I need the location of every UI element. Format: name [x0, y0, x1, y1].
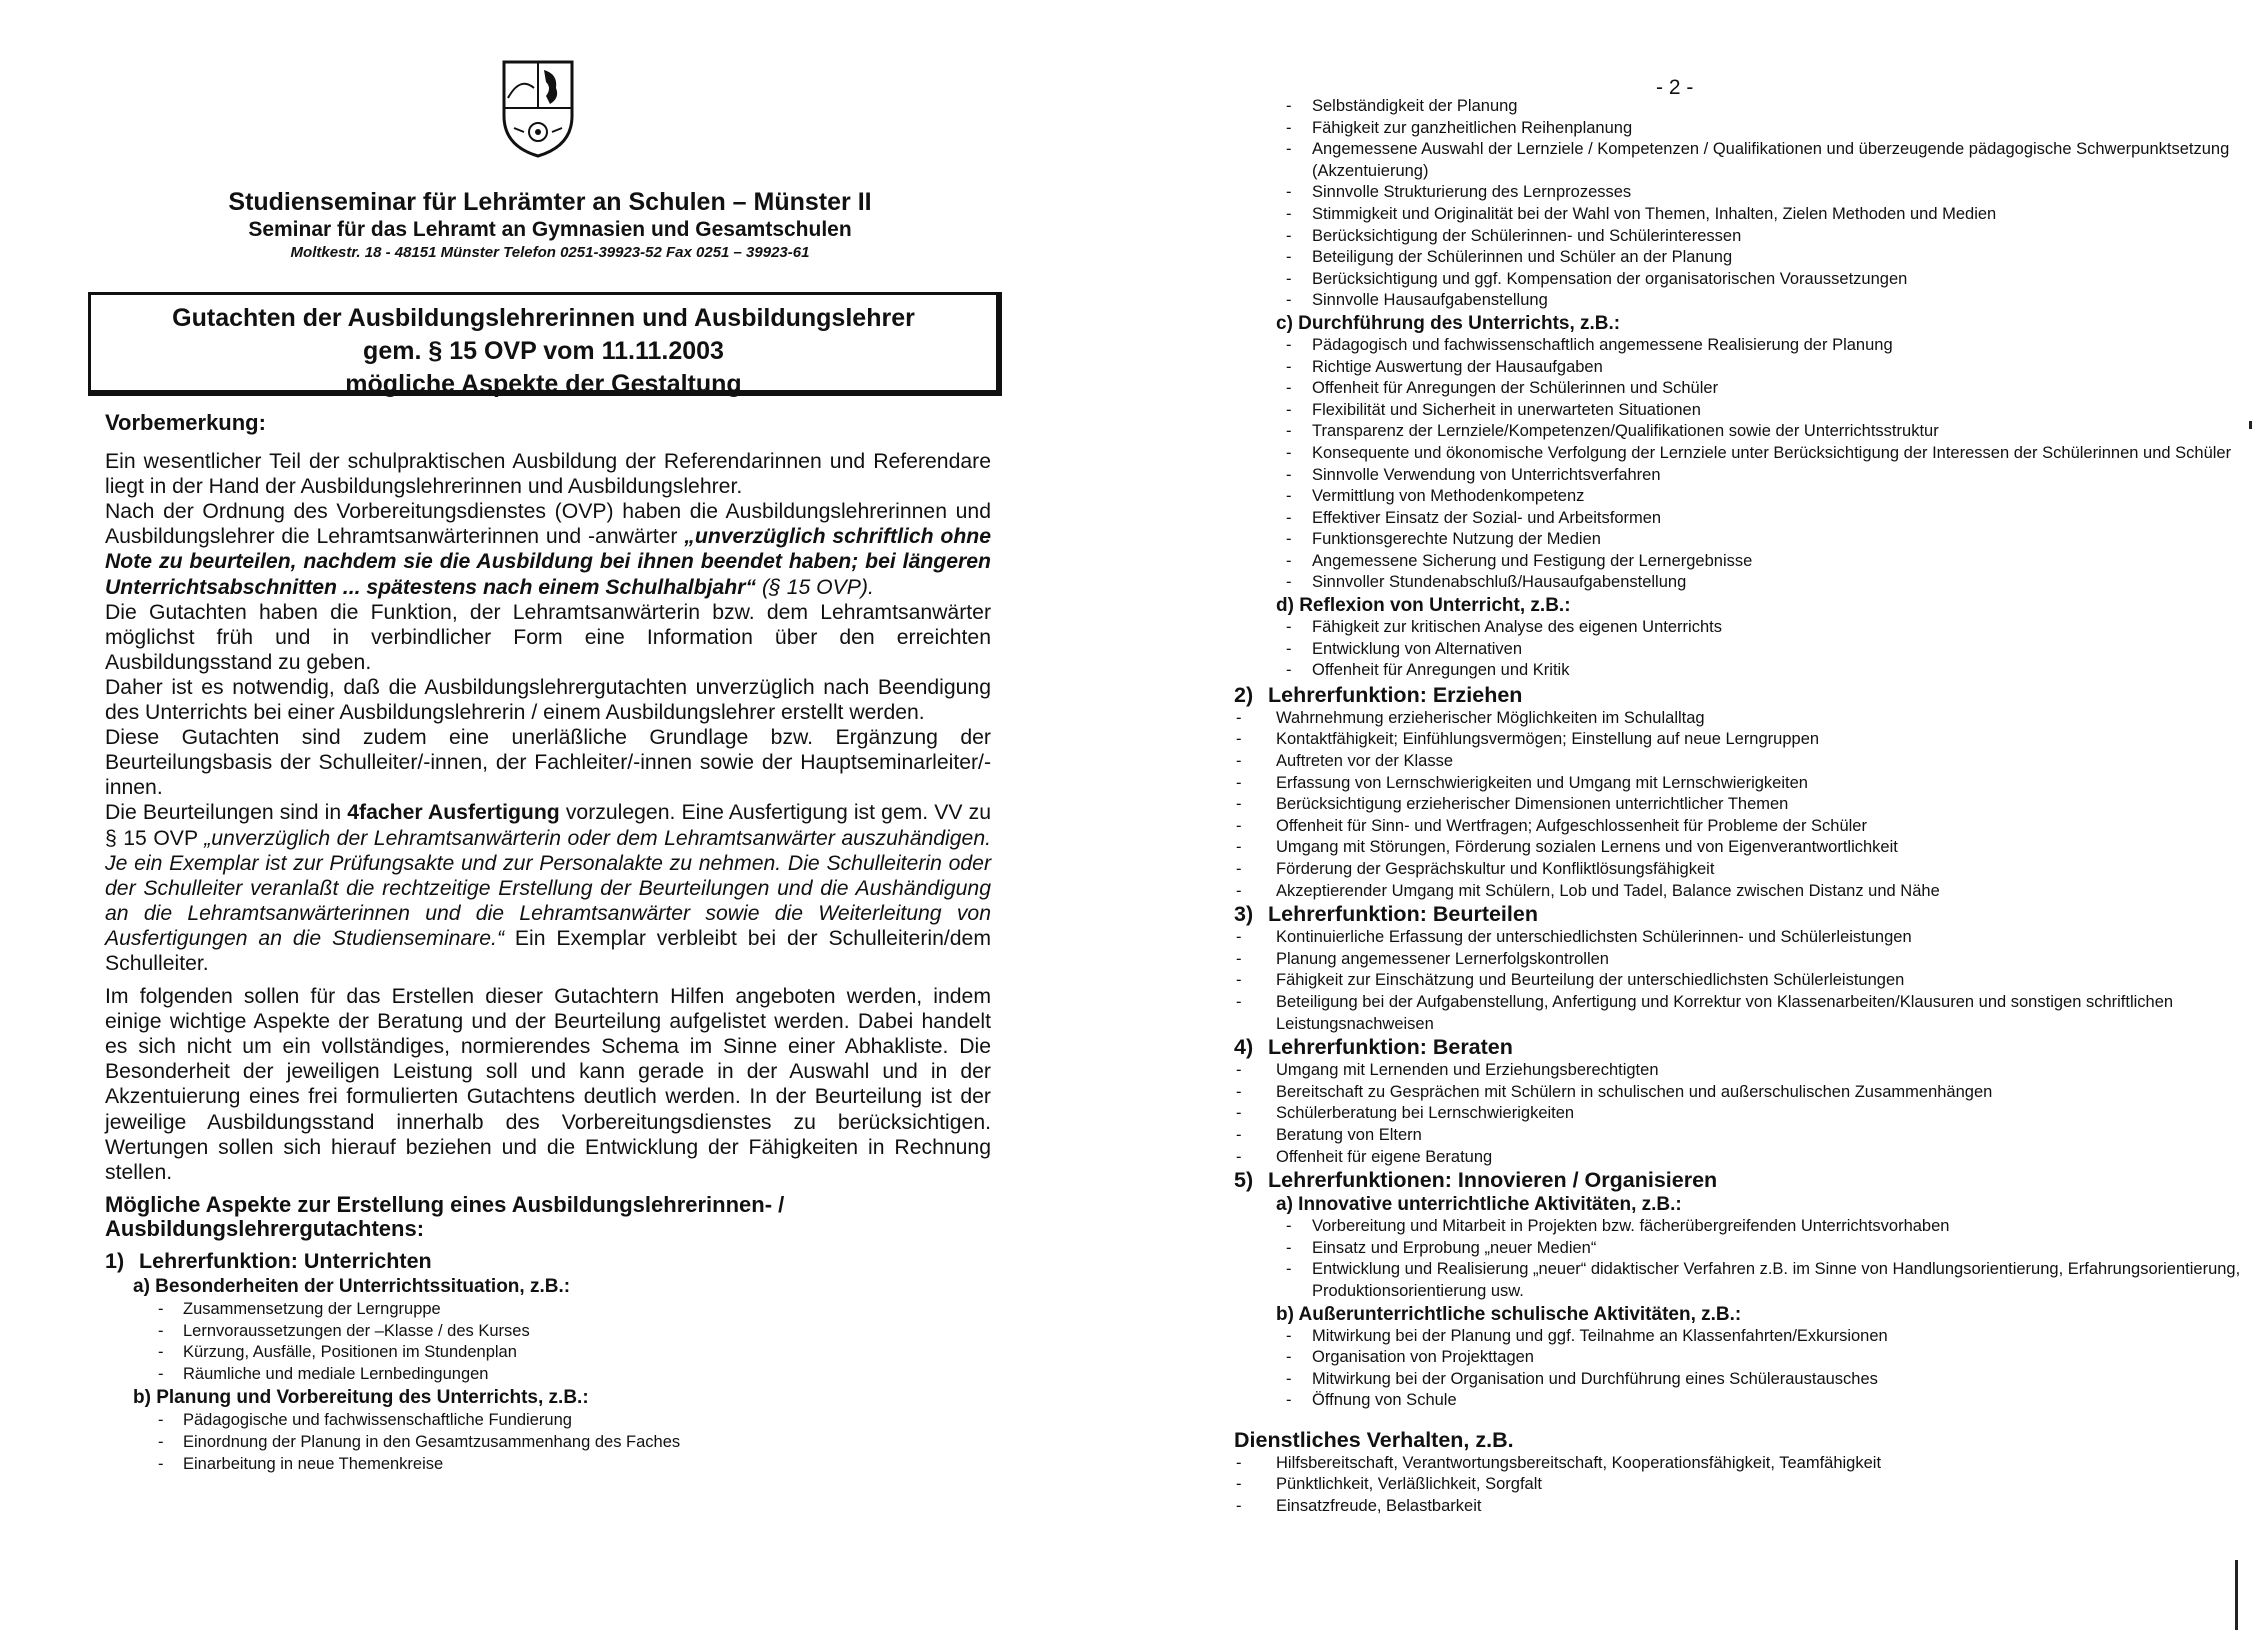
section-2-list: [1234, 708, 2246, 902]
section-1a-heading: a) Besonderheiten der Unterrichtssituation, z.B.:: [133, 1275, 571, 1297]
list-item: - Erfassung von Lernschwierigkeiten und Umgang mit Lernschwierigkeiten: [1276, 773, 2246, 795]
list-item: - Transparenz der Lernziele/Kompetenzen/Qualifikationen sowie der Unterrichtsstruktur: [1312, 421, 2246, 443]
list-item: - Fähigkeit zur Einschätzung und Beurteilung der unterschiedlichsten Schülerleistungen: [1276, 970, 2246, 992]
vv-quote: „unverzüglich der Lehramtsanwärterin oder dem Lehramtsanwärter auszuhändigen. Je ein Exemplar ist zur Prüfungsakte und zur Personalakte zu nehmen. Die Schulleiterin oder der Schulleiter veranlaßt die rechtzeitige Erstellung der Beurteilungen und die Aushändigung an die Lehramtsanwärterinnen und die Lehramtsanwärter sowie die Weiterleitung von Ausfertigungen an die Studienseminare.“: [105, 826, 991, 950]
paragraph-6-text: Die Beurteilungen sind in: [105, 801, 348, 825]
paragraph-6-text-2: vorzulegen. Eine Ausfertigung ist gem. VV zu § 15 OVP: [105, 801, 992, 850]
section-1d-heading: d) Reflexion von Unterricht, z.B.:: [1276, 595, 1571, 617]
dienstliches-verhalten-heading: Dienstliches Verhalten, z.B.: [1234, 1427, 1514, 1452]
list-item: - Berücksichtigung der Schülerinnen- und Schülerinteressen: [1312, 226, 2246, 248]
list-item: - Mitwirkung bei der Planung und ggf. Teilnahme an Klassenfahrten/Exkursionen: [1312, 1326, 2246, 1348]
list-item: - Vermittlung von Methodenkompetenz: [1312, 486, 2246, 508]
list-item: - Förderung der Gesprächskultur und Konfliktlösungsfähigkeit: [1276, 859, 2246, 881]
section-title: Lehrerfunktion: Beurteilen: [1268, 902, 1538, 927]
list-item: - Entwicklung von Alternativen: [1312, 639, 2246, 661]
list-item: - Sinnvoller Stundenabschluß/Hausaufgabenstellung: [1312, 572, 2246, 594]
list-item: - Beteiligung der Schülerinnen und Schüler an der Planung: [1312, 247, 2246, 269]
section-title: Lehrerfunktion: Erziehen: [1268, 682, 1523, 707]
list-item: - Mitwirkung bei der Organisation und Durchführung eines Schüleraustausches: [1312, 1369, 2246, 1391]
list-item: - Offenheit für eigene Beratung: [1276, 1147, 2246, 1169]
section-1c-heading: c) Durchführung des Unterrichts, z.B.:: [1276, 312, 1621, 334]
list-item: - Sinnvolle Strukturierung des Lernprozesses: [1312, 182, 2246, 204]
dienstliches-verhalten-list: [1234, 1453, 2246, 1518]
section-title: Lehrerfunktion: Beraten: [1268, 1035, 1513, 1060]
section-number: 5): [1234, 1168, 1254, 1193]
paragraph-6: [105, 800, 991, 976]
list-item: - Einarbeitung in neue Themenkreise: [165, 1454, 991, 1476]
list-item: - Kürzung, Ausfälle, Positionen im Stundenplan: [165, 1342, 991, 1364]
section-4-list: [1234, 1060, 2246, 1168]
list-item: - Umgang mit Lernenden und Erziehungsberechtigten: [1276, 1060, 2246, 1082]
paragraph-2: [105, 499, 991, 599]
address-line: Moltkestr. 18 - 48151 Münster Telefon 0251-39923-52 Fax 0251 – 39923-61: [290, 244, 810, 261]
list-item: - Auftreten vor der Klasse: [1276, 751, 2246, 773]
right-body: [1234, 96, 2246, 1518]
list-item: - Akzeptierender Umgang mit Schülern, Lob und Tadel, Balance zwischen Distanz und Nähe: [1276, 881, 2246, 903]
list-item: - Einsatz und Erprobung „neuer Medien“: [1312, 1238, 2246, 1260]
list-item: - Konsequente und ökonomische Verfolgung der Lernziele unter Berücksichtigung der Interessen der Schülerinnen und Schüler: [1312, 443, 2246, 465]
list-item: - Kontinuierliche Erfassung der unterschiedlichsten Schülerinnen- und Schülerleistungen: [1276, 927, 2246, 949]
list-item: - Angemessene Sicherung und Festigung der Lernergebnisse: [1312, 551, 2246, 573]
list-item: - Umgang mit Störungen, Förderung sozialen Lernens und von Eigenverantwortlichkeit: [1276, 837, 2246, 859]
list-item: - Einordnung der Planung in den Gesamtzusammenhang des Faches: [165, 1432, 991, 1454]
title-line-1: Gutachten der Ausbildungslehrerinnen und Ausbildungslehrer: [172, 304, 915, 332]
list-item: - Zusammensetzung der Lerngruppe: [165, 1299, 991, 1321]
right-page: [1128, 0, 2256, 1632]
page-number: - 2 -: [1656, 76, 1694, 99]
list-item: - Hilfsbereitschaft, Verantwortungsbereitschaft, Kooperationsfähigkeit, Teamfähigkeit: [1276, 1453, 2246, 1475]
title-line-2: gem. § 15 OVP vom 11.11.2003: [363, 337, 724, 365]
list-item: - Sinnvolle Hausaufgabenstellung: [1312, 290, 2246, 312]
list-item: - Pädagogisch und fachwissenschaftlich angemessene Realisierung der Planung: [1312, 335, 2246, 357]
ovp-quote: „unverzüglich schriftlich ohne Note zu beurteilen, nachdem sie die Ausbildung bei ihnen beendet haben; bei längeren Unterrichtsabschnitten ... spätestens nach einem Schulhalbjahr“: [105, 525, 991, 599]
list-item: - Beteiligung bei der Aufgabenstellung, Anfertigung und Korrektur von Klassenarbeiten/Klausuren und sonstigen schriftlichen Leistungsnachweisen: [1276, 992, 2246, 1035]
list-item: - Organisation von Projekttagen: [1312, 1347, 2246, 1369]
fourfold-copy: 4facher Ausfertigung: [347, 801, 560, 825]
list-item: - Richtige Auswertung der Hausaufgaben: [1312, 357, 2246, 379]
section-1c-list: [1234, 335, 2246, 594]
list-item: - Vorbereitung und Mitarbeit in Projekten bzw. fächerübergreifenden Unterrichtsvorhaben: [1312, 1216, 2246, 1238]
paragraph-1: Ein wesentlicher Teil der schulpraktischen Ausbildung der Referendarinnen und Referendare liegt in der Hand der Ausbildungslehrerinnen und Ausbildungslehrer.: [105, 450, 991, 499]
document-title-box: [88, 292, 1002, 396]
section-1b-continued-list: [1234, 96, 2246, 312]
section-2-heading: [1234, 683, 2246, 708]
title-line-3: mögliche Aspekte der Gestaltung: [345, 370, 742, 398]
institution-name: Studienseminar für Lehrämter an Schulen – Münster II: [228, 188, 872, 216]
list-item: - Pädagogische und fachwissenschaftliche Fundierung: [165, 1410, 991, 1432]
list-item: - Angemessene Auswahl der Lernziele / Kompetenzen / Qualifikationen und überzeugende pädagogische Schwerpunktsetzung (Akzentuierung): [1312, 139, 2246, 182]
list-item: - Berücksichtigung und ggf. Kompensation der organisatorischen Voraussetzungen: [1312, 269, 2246, 291]
list-item: - Öffnung von Schule: [1312, 1390, 2246, 1412]
list-item: - Sinnvolle Verwendung von Unterrichtsverfahren: [1312, 465, 2246, 487]
paragraph-7: Im folgenden sollen für das Erstellen dieser Gutachtern Hilfen angeboten werden, indem einige wichtige Aspekte der Beratung und der Beurteilung aufgelistet werden. Dabei handelt es sich nicht um ein vollständiges, normierendes Schema im Sinne einer Abhakliste. Die Besonderheit der jeweiligen Leistung soll und kann gerade in der Auswahl und in der Akzentuierung eines frei formulierten Gutachtens deutlich werden. In der Beurteilung ist der jeweilige Ausbildungsstand innerhalb des Vorbereitungsdienstes zu berücksichtigen. Wertungen sollen sich hierauf beziehen und die Entwicklung der Fähigkeiten in Rechnung stellen.: [105, 985, 991, 1184]
paragraph-5: Diese Gutachten sind zudem eine unerläßliche Grundlage bzw. Ergänzung der Beurteilungsbasis der Schulleiter/-innen, der Fachleiter/-innen sowie der Hauptseminarleiter/-innen.: [105, 726, 991, 800]
list-item: - Flexibilität und Sicherheit in unerwarteten Situationen: [1312, 400, 2246, 422]
paragraph-6-text-3: Ein Exemplar verbleibt bei der Schulleiterin/dem Schulleiter.: [105, 926, 991, 975]
list-item: - Offenheit für Anregungen und Kritik: [1312, 660, 2246, 682]
list-item: - Bereitschaft zu Gesprächen mit Schülern in schulischen und außerschulischen Zusammenhängen: [1276, 1082, 2246, 1104]
section-1b-heading: b) Planung und Vorbereitung des Unterrichts, z.B.:: [133, 1387, 589, 1409]
list-item: - Pünktlichkeit, Verläßlichkeit, Sorgfalt: [1276, 1474, 2246, 1496]
aspekte-heading: Mögliche Aspekte zur Erstellung eines Ausbildungslehrerinnen- / Ausbildungslehrergutachtens:: [105, 1191, 785, 1241]
section-4-heading: [1234, 1035, 2246, 1060]
section-title: Lehrerfunktion: Unterrichten: [139, 1248, 432, 1273]
section-5b-list: [1234, 1326, 2246, 1412]
section-number: 3): [1234, 902, 1254, 927]
list-item: - Wahrnehmung erzieherischer Möglichkeiten im Schulalltag: [1276, 708, 2246, 730]
list-item: - Effektiver Einsatz der Sozial- und Arbeitsformen: [1312, 508, 2246, 530]
section-3-list: [1234, 927, 2246, 1035]
list-item: - Planung angemessener Lernerfolgskontrollen: [1276, 949, 2246, 971]
list-item: - Funktionsgerechte Nutzung der Medien: [1312, 529, 2246, 551]
list-item: - Berücksichtigung erzieherischer Dimensionen unterrichtlicher Themen: [1276, 794, 2246, 816]
list-item: - Stimmigkeit und Originalität bei der Wahl von Themen, Inhalten, Zielen Methoden und Medien: [1312, 204, 2246, 226]
paragraph-4: Daher ist es notwendig, daß die Ausbildungslehrergutachten unverzüglich nach Beendigung des Unterrichts bei einer Ausbildungslehrerin / einem Ausbildungslehrer erstellt werden.: [105, 675, 991, 725]
section-5b-heading: b) Außerunterrichtliche schulische Aktivitäten, z.B.:: [1276, 1303, 1742, 1325]
section-number: 1): [105, 1248, 125, 1273]
section-number: 4): [1234, 1035, 1254, 1060]
list-item: - Beratung von Eltern: [1276, 1125, 2246, 1147]
list-item: - Offenheit für Anregungen der Schülerinnen und Schüler: [1312, 378, 2246, 400]
section-1b-list: [105, 1410, 991, 1475]
vorbemerkung-heading: Vorbemerkung:: [105, 410, 266, 435]
list-item: - Offenheit für Sinn- und Wertfragen; Aufgeschlossenheit für Probleme der Schüler: [1276, 816, 2246, 838]
nrw-coat-of-arms-icon: [500, 58, 576, 158]
list-item: - Entwicklung und Realisierung „neuer“ didaktischer Verfahren z.B. im Sinne von Handlungsorientierung, Erfahrungsorientierung, Produktionsorientierung usw.: [1312, 1259, 2246, 1302]
section-3-heading: [1234, 902, 2246, 927]
paragraph-2-text: Nach der Ordnung des Vorbereitungsdienstes (OVP) haben die Ausbildungslehrerinnen und Ausbildungslehrer die Lehramtsanwärterinnen und -anwärter: [105, 500, 991, 549]
list-item: - Räumliche und mediale Lernbedingungen: [165, 1364, 991, 1386]
left-body: [105, 410, 991, 1475]
scan-mark: [2249, 421, 2252, 429]
list-item: - Lernvoraussetzungen der –Klasse / des Kurses: [165, 1321, 991, 1343]
scan-edge-mark: [2235, 1560, 2238, 1630]
list-item: - Einsatzfreude, Belastbarkeit: [1276, 1496, 2246, 1518]
section-number: 2): [1234, 682, 1254, 707]
paragraph-3: Die Gutachten haben die Funktion, der Lehramtsanwärterin bzw. dem Lehramtsanwärter möglichst früh und in verbindlicher Form eine Information über den erreichten Ausbildungsstand zu geben.: [105, 600, 991, 674]
list-item: - Kontaktfähigkeit; Einfühlungsvermögen; Einstellung auf neue Lerngruppen: [1276, 729, 2246, 751]
seminar-name: Seminar für das Lehramt an Gymnasien und Gesamtschulen: [248, 218, 852, 241]
list-item: - Fähigkeit zur kritischen Analyse des eigenen Unterrichts: [1312, 617, 2246, 639]
section-5-heading: [1234, 1168, 2246, 1193]
section-title: Lehrerfunktionen: Innovieren / Organisieren: [1268, 1168, 1718, 1193]
list-item: - Selbständigkeit der Planung: [1312, 96, 2246, 118]
section-1-heading: [105, 1249, 991, 1274]
section-5a-list: [1234, 1216, 2246, 1302]
list-item: - Fähigkeit zur ganzheitlichen Reihenplanung: [1312, 118, 2246, 140]
ovp-reference: (§ 15 OVP).: [756, 575, 874, 599]
list-item: - Schülerberatung bei Lernschwierigkeiten: [1276, 1103, 2246, 1125]
section-5a-heading: a) Innovative unterrichtliche Aktivitäten, z.B.:: [1276, 1194, 1682, 1216]
section-1a-list: [105, 1299, 991, 1385]
section-1d-list: [1234, 617, 2246, 682]
